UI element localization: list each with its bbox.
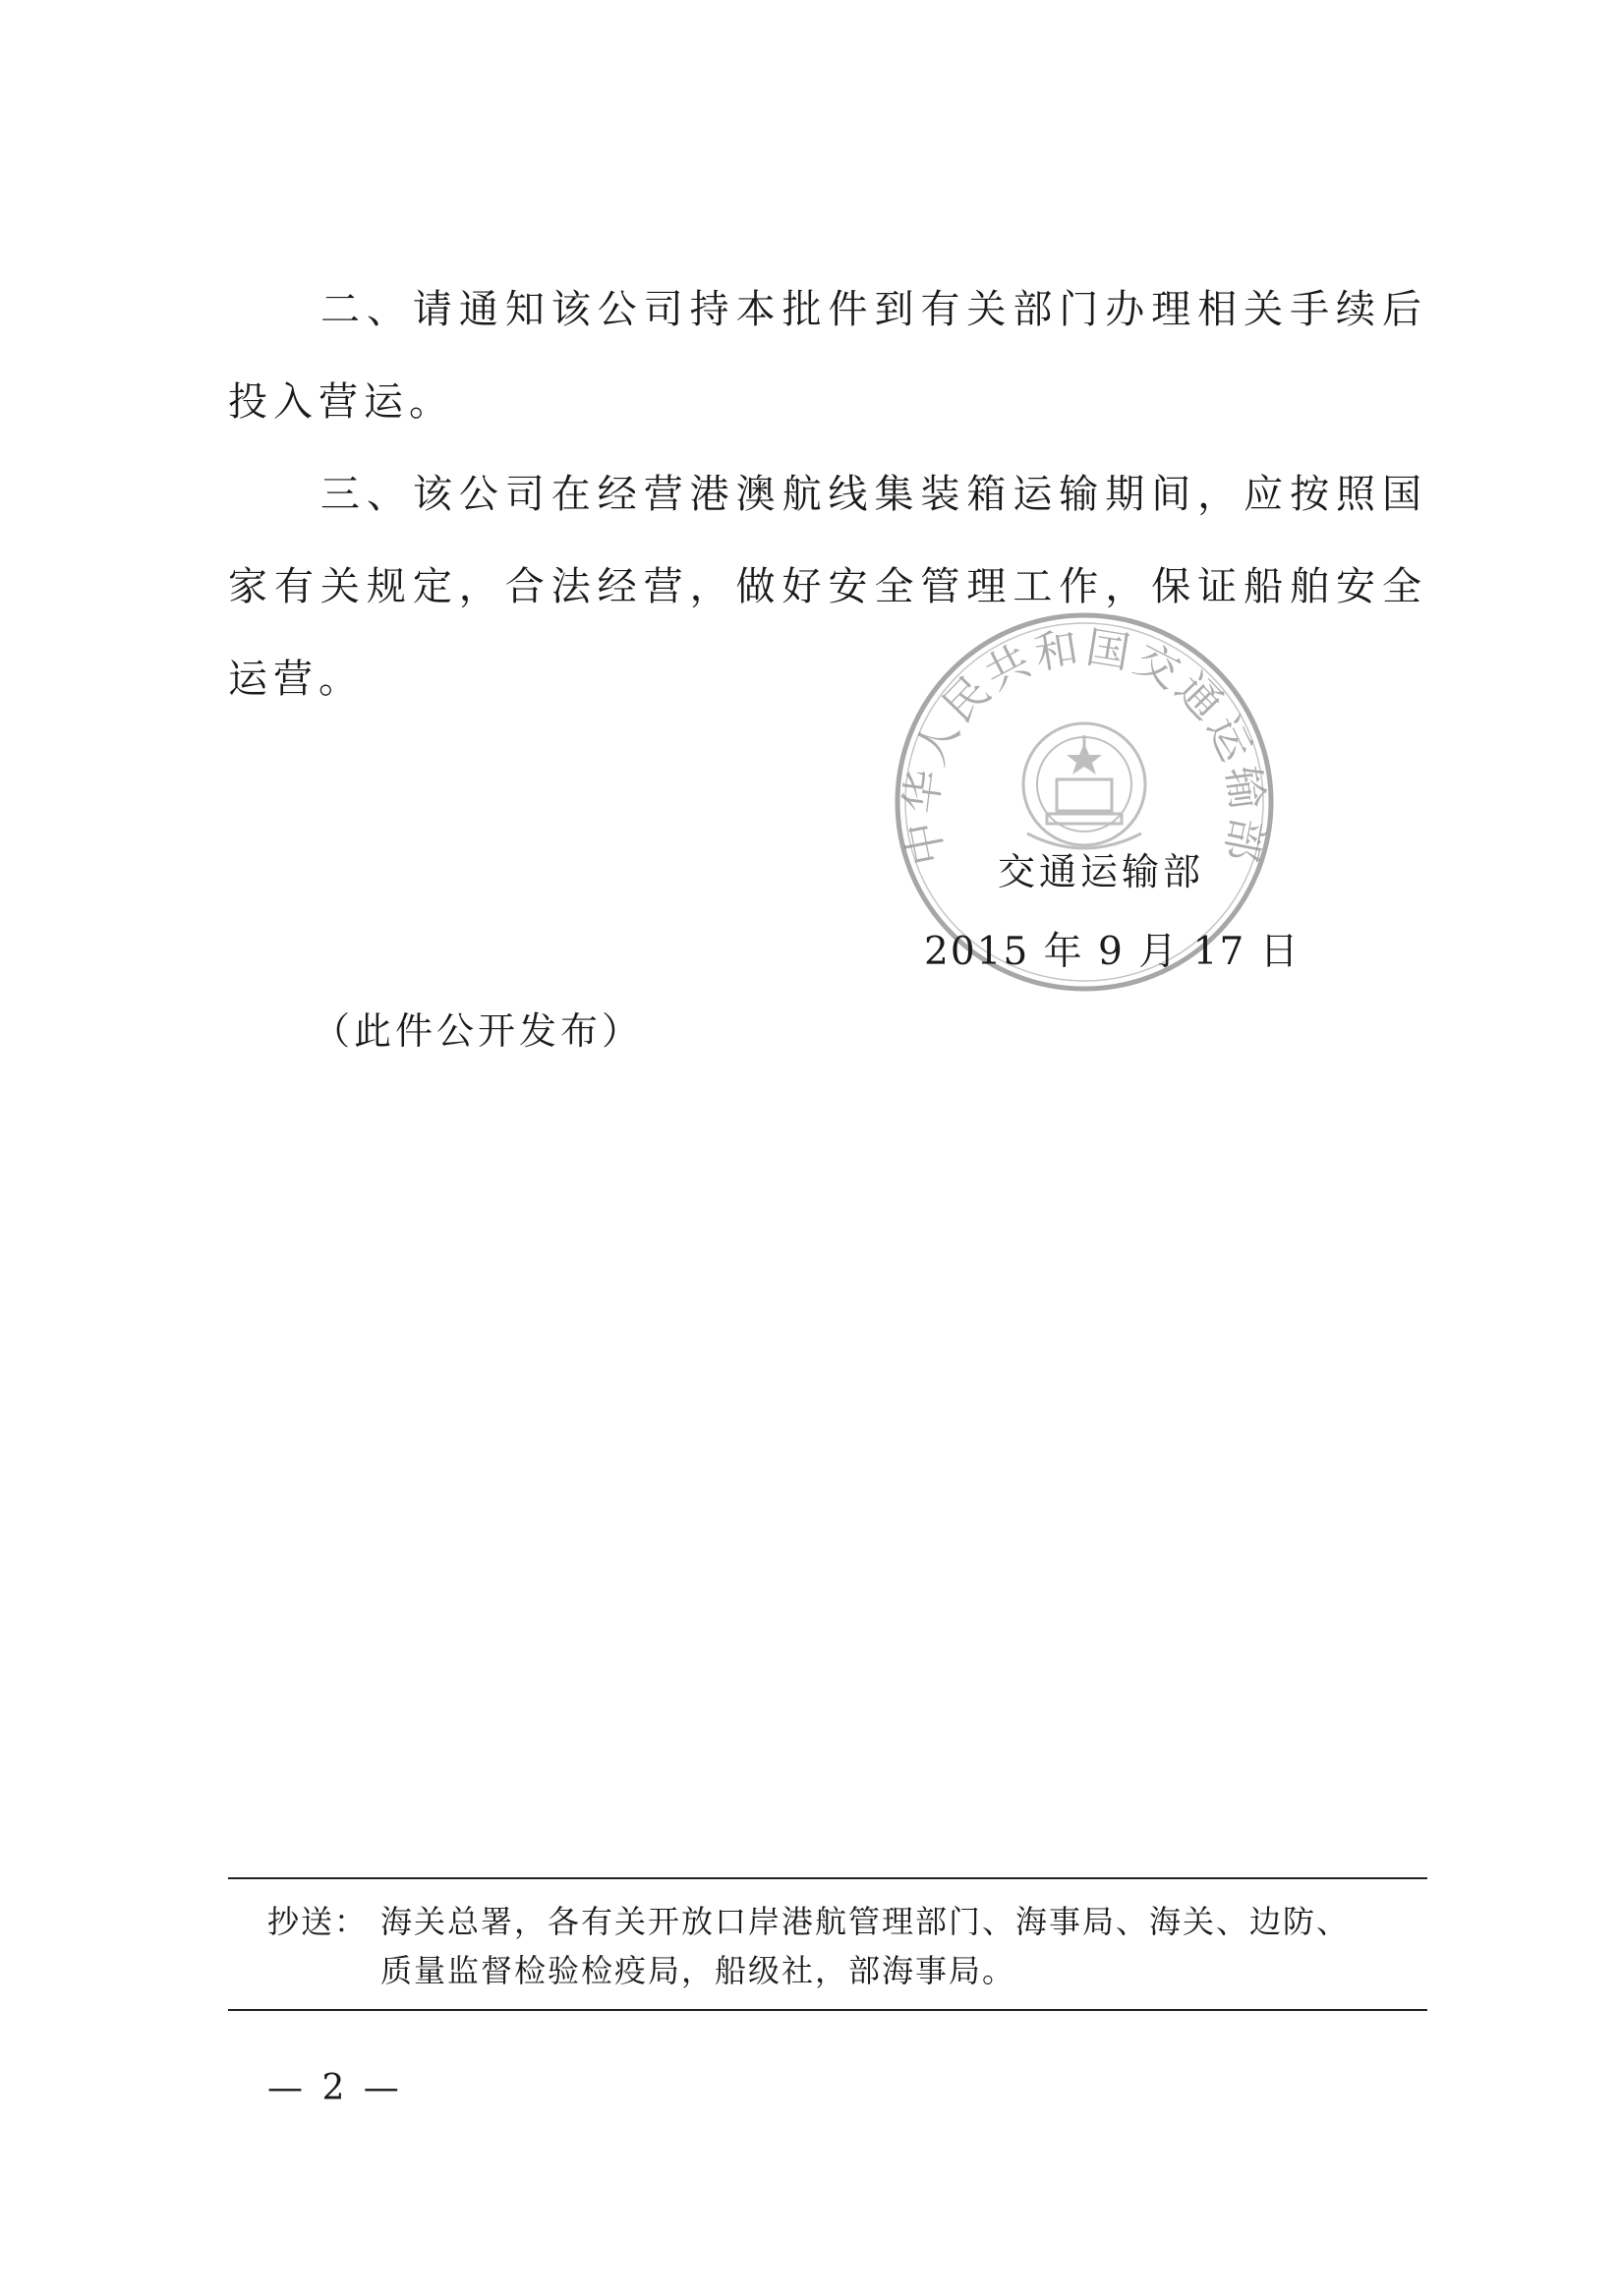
issue-date: 2015 年 9 月 17 日: [924, 930, 1301, 974]
body-paragraph-2: 二、请通知该公司持本批件到有关部门办理相关手续后投入营运。: [228, 287, 1427, 425]
cc-label: 抄送：: [267, 1903, 369, 1940]
national-emblem-icon: [1023, 723, 1145, 848]
cc-recipients-line-2: 质量监督检验检疫局，船级社，部海事局。: [380, 1952, 1016, 1989]
page-number: — 2 —: [267, 2068, 403, 2108]
cc-section: [228, 1877, 1427, 2011]
body-paragraph-3: 三、该公司在经营港澳航线集装箱运输期间，应按照国家有关规定，合法经营，做好安全管理工作，保证船舶安全运营。: [228, 472, 1427, 702]
cc-recipients-line-1: 海关总署，各有关开放口岸港航管理部门、海事局、海关、边防、: [380, 1903, 1351, 1940]
issuer-signature: 交通运输部: [998, 850, 1205, 893]
seal-text: 中华人民共和国交通运输部: [896, 622, 1273, 870]
publish-note: （此件公开发布）: [313, 1009, 644, 1053]
